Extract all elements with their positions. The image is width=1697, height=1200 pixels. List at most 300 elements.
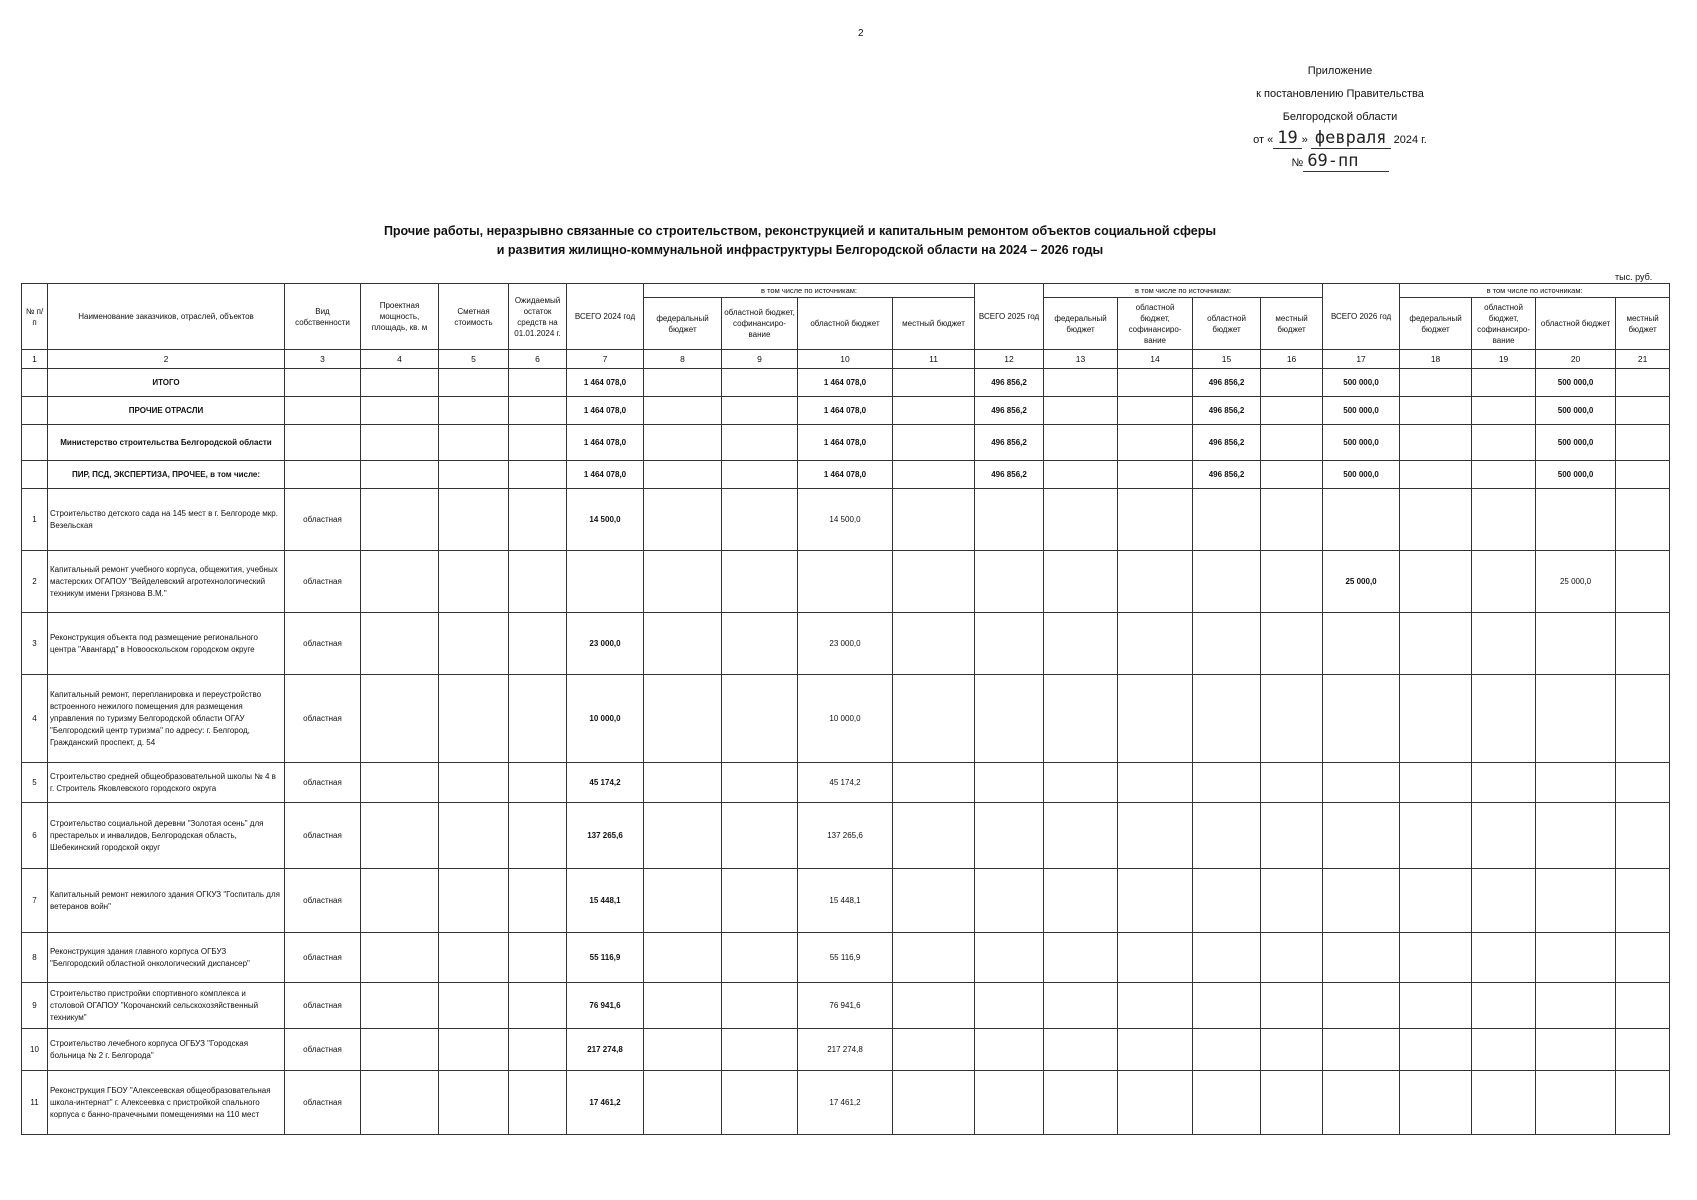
object-name: Капитальный ремонт учебного корпуса, общежития, учебных мастерских ОГАПОУ "Вейделевский агротехнологический техникум имени Грязнова В.М." [48,551,285,613]
empty-cell [361,613,439,675]
empty-cell [644,551,722,613]
empty-cell [722,369,798,397]
column-number: 5 [439,350,509,369]
empty-cell [439,489,509,551]
ownership-cell: областная [285,489,361,551]
empty-cell [1616,763,1670,803]
regional-2026-cell: 500 000,0 [1536,461,1616,489]
row-number: 5 [22,763,48,803]
empty-cell [509,675,567,763]
empty-cell [644,803,722,869]
empty-cell [509,869,567,933]
empty-cell [361,869,439,933]
empty-cell [1261,551,1323,613]
column-number: 10 [798,350,893,369]
empty-cell [439,933,509,983]
total-2026-cell [1323,933,1400,983]
empty-cell [1400,933,1472,983]
ownership-cell: областная [285,1029,361,1071]
empty-cell [893,425,975,461]
empty-cell [975,1029,1044,1071]
total-2024-cell: 45 174,2 [567,763,644,803]
empty-cell [1616,613,1670,675]
empty-cell [1118,763,1193,803]
empty-cell [975,551,1044,613]
column-number: 2 [48,350,285,369]
empty-cell [1400,551,1472,613]
empty-cell [893,551,975,613]
empty-cell [1193,489,1261,551]
object-name: Реконструкция объекта под размещение регионального центра "Авангард" в Новооскольском городском округе [48,613,285,675]
empty-cell [893,613,975,675]
empty-cell [975,869,1044,933]
ownership-cell: областная [285,1071,361,1135]
regional-2024-cell: 17 461,2 [798,1071,893,1135]
empty-cell [361,803,439,869]
empty-cell [1261,1029,1323,1071]
total-2024-cell [567,551,644,613]
empty-cell [439,983,509,1029]
empty-cell [439,763,509,803]
empty-cell [722,675,798,763]
object-name: Строительство пристройки спортивного комплекса и столовой ОГАПОУ "Корочанский сельскохозяйственный техникум" [48,983,285,1029]
column-number: 18 [1400,350,1472,369]
column-number: 11 [893,350,975,369]
regional-2024-cell: 23 000,0 [798,613,893,675]
empty-cell [893,933,975,983]
ownership-cell: областная [285,803,361,869]
empty-cell [1044,397,1118,425]
empty-cell [975,1071,1044,1135]
empty-cell [722,613,798,675]
empty-cell [722,1029,798,1071]
header-federal-2025: федеральный бюджет [1044,298,1118,350]
empty-cell [509,613,567,675]
empty-cell [722,803,798,869]
total-2024-cell: 10 000,0 [567,675,644,763]
empty-cell [722,933,798,983]
empty-cell [1044,675,1118,763]
regional-2026-cell [1536,613,1616,675]
empty-cell [722,425,798,461]
total-2026-cell [1323,803,1400,869]
empty-cell [1400,1071,1472,1135]
empty-cell [1044,763,1118,803]
empty-cell [1261,425,1323,461]
empty-cell [1118,933,1193,983]
empty-cell [1400,425,1472,461]
header-name: Наименование заказчиков, отраслей, объектов [48,284,285,350]
empty-cell [1616,489,1670,551]
empty-cell [1616,983,1670,1029]
empty-cell [22,425,48,461]
empty-cell [1261,869,1323,933]
empty-cell [644,933,722,983]
empty-cell [361,675,439,763]
table-row [22,675,1670,763]
row-number: 11 [22,1071,48,1135]
summary-row [22,461,1670,489]
column-number: 13 [1044,350,1118,369]
object-name: Строительство лечебного корпуса ОГБУЗ "Городская больница № 2 г. Белгорода" [48,1029,285,1071]
total-2024-cell: 15 448,1 [567,869,644,933]
column-number: 20 [1536,350,1616,369]
empty-cell [1472,983,1536,1029]
empty-cell [893,489,975,551]
empty-cell [1193,551,1261,613]
object-name: Капитальный ремонт нежилого здания ОГКУЗ "Госпиталь для ветеранов войн" [48,869,285,933]
regional-2026-cell [1536,983,1616,1029]
column-number: 3 [285,350,361,369]
empty-cell [509,369,567,397]
empty-cell [1044,1071,1118,1135]
header-row-1 [22,284,1670,298]
empty-cell [1472,803,1536,869]
empty-cell [975,933,1044,983]
appendix-number: № 69-пп [1240,149,1440,175]
empty-cell [1118,425,1193,461]
empty-cell [1118,369,1193,397]
empty-cell [893,1029,975,1071]
summary-row [22,369,1670,397]
empty-cell [1400,675,1472,763]
empty-cell [509,551,567,613]
empty-cell [1193,983,1261,1029]
header-cofin-2025: областной бюджет, софинансиро-вание [1118,298,1193,350]
column-number: 7 [567,350,644,369]
total-2024-cell: 1 464 078,0 [567,397,644,425]
column-number: 16 [1261,350,1323,369]
column-number: 14 [1118,350,1193,369]
empty-cell [1400,1029,1472,1071]
total-2026-cell: 500 000,0 [1323,425,1400,461]
total-2024-cell: 1 464 078,0 [567,369,644,397]
empty-cell [1472,489,1536,551]
empty-cell [1400,763,1472,803]
empty-cell [1400,613,1472,675]
ownership-cell: областная [285,613,361,675]
header-regional-2025: областной бюджет [1193,298,1261,350]
empty-cell [1044,489,1118,551]
empty-cell [1193,933,1261,983]
empty-cell [1261,369,1323,397]
ownership-cell: областная [285,983,361,1029]
total-2025-cell: 496 856,2 [975,369,1044,397]
empty-cell [1472,613,1536,675]
empty-cell [439,397,509,425]
appendix-date: от « 19 » февраля 2024 г. [1253,128,1427,148]
empty-cell [1044,983,1118,1029]
empty-cell [361,763,439,803]
empty-cell [1261,803,1323,869]
empty-cell [1261,1071,1323,1135]
empty-cell [285,397,361,425]
header-estimate: Сметная стоимость [439,284,509,350]
column-number-row [22,350,1670,369]
empty-cell [1261,933,1323,983]
empty-cell [509,461,567,489]
regional-2026-cell: 25 000,0 [1536,551,1616,613]
total-2024-cell: 55 116,9 [567,933,644,983]
regional-2024-cell: 10 000,0 [798,675,893,763]
empty-cell [361,1029,439,1071]
empty-cell [509,397,567,425]
empty-cell [22,369,48,397]
empty-cell [893,397,975,425]
empty-cell [722,1071,798,1135]
row-number: 7 [22,869,48,933]
empty-cell [1400,369,1472,397]
column-number: 17 [1323,350,1400,369]
table-row [22,933,1670,983]
total-2024-cell: 17 461,2 [567,1071,644,1135]
row-number: 9 [22,983,48,1029]
total-2024-cell: 137 265,6 [567,803,644,869]
total-2024-cell: 217 274,8 [567,1029,644,1071]
regional-2025-cell: 496 856,2 [1193,397,1261,425]
ownership-cell: областная [285,763,361,803]
total-2024-cell: 1 464 078,0 [567,425,644,461]
ownership-cell: областная [285,551,361,613]
appendix-line: к постановлению Правительства [1256,88,1424,100]
appendix-region: Белгородской области [1282,111,1398,123]
empty-cell [285,425,361,461]
empty-cell [975,763,1044,803]
empty-cell [361,397,439,425]
empty-cell [439,613,509,675]
empty-cell [1261,461,1323,489]
empty-cell [1472,397,1536,425]
empty-cell [1044,461,1118,489]
empty-cell [644,461,722,489]
total-2024-cell: 14 500,0 [567,489,644,551]
empty-cell [1044,613,1118,675]
empty-cell [644,869,722,933]
empty-cell [1044,933,1118,983]
empty-cell [509,803,567,869]
empty-cell [722,869,798,933]
regional-2026-cell: 500 000,0 [1536,425,1616,461]
summary-name: ПИР, ПСД, ЭКСПЕРТИЗА, ПРОЧЕЕ, в том числе: [48,461,285,489]
empty-cell [1472,425,1536,461]
total-2026-cell [1323,1029,1400,1071]
empty-cell [1118,803,1193,869]
empty-cell [509,983,567,1029]
empty-cell [1616,551,1670,613]
empty-cell [1472,1071,1536,1135]
empty-cell [1616,397,1670,425]
empty-cell [361,933,439,983]
empty-cell [722,397,798,425]
regional-2024-cell: 14 500,0 [798,489,893,551]
empty-cell [361,489,439,551]
row-number: 8 [22,933,48,983]
row-number: 1 [22,489,48,551]
empty-cell [509,489,567,551]
empty-cell [1118,397,1193,425]
empty-cell [1616,803,1670,869]
total-2024-cell: 76 941,6 [567,983,644,1029]
empty-cell [439,461,509,489]
empty-cell [893,675,975,763]
regional-2026-cell [1536,803,1616,869]
table-row [22,803,1670,869]
total-2026-cell [1323,489,1400,551]
column-number: 15 [1193,350,1261,369]
header-local-2025: местный бюджет [1261,298,1323,350]
empty-cell [722,983,798,1029]
empty-cell [439,1029,509,1071]
empty-cell [722,551,798,613]
empty-cell [1193,1029,1261,1071]
header-federal-2026: федеральный бюджет [1400,298,1472,350]
header-total-2026: ВСЕГО 2026 год [1323,284,1400,350]
empty-cell [1616,933,1670,983]
empty-cell [644,763,722,803]
empty-cell [1400,489,1472,551]
empty-cell [1118,613,1193,675]
regional-2024-cell: 137 265,6 [798,803,893,869]
empty-cell [439,369,509,397]
empty-cell [1044,551,1118,613]
column-number: 8 [644,350,722,369]
header-num: № п/п [22,284,48,350]
column-number: 19 [1472,350,1536,369]
empty-cell [22,461,48,489]
empty-cell [1193,613,1261,675]
total-2024-cell: 1 464 078,0 [567,461,644,489]
empty-cell [1616,461,1670,489]
empty-cell [644,369,722,397]
document-title: Прочие работы, неразрывно связанные со строительством, реконструкцией и капитальным ремонтом объектов социальной сферы и развития жилищно-коммунальной инфраструктуры Белгородской области на 2024 – 2026 годы [383,224,1217,257]
empty-cell [439,551,509,613]
total-2026-cell [1323,675,1400,763]
object-name: Реконструкция здания главного корпуса ОГБУЗ "Белгородский областной онкологический диспансер" [48,933,285,983]
regional-2024-cell: 15 448,1 [798,869,893,933]
empty-cell [1118,675,1193,763]
empty-cell [722,489,798,551]
empty-cell [1261,675,1323,763]
regional-2025-cell: 496 856,2 [1193,425,1261,461]
empty-cell [439,869,509,933]
regional-2024-cell: 1 464 078,0 [798,369,893,397]
empty-cell [1118,489,1193,551]
empty-cell [893,763,975,803]
empty-cell [1616,675,1670,763]
regional-2024-cell: 76 941,6 [798,983,893,1029]
table-row [22,983,1670,1029]
empty-cell [1044,425,1118,461]
empty-cell [1472,763,1536,803]
header-cofin-2026: областной бюджет, софинансиро-вание [1472,298,1536,350]
total-2026-cell [1323,869,1400,933]
empty-cell [439,425,509,461]
summary-name: ПРОЧИЕ ОТРАСЛИ [48,397,285,425]
column-number: 21 [1616,350,1670,369]
ownership-cell: областная [285,675,361,763]
empty-cell [1400,397,1472,425]
empty-cell [509,763,567,803]
column-number: 9 [722,350,798,369]
empty-cell [1118,869,1193,933]
empty-cell [893,369,975,397]
empty-cell [644,675,722,763]
header-regional-2024: областной бюджет [798,298,893,350]
handwritten-day: 19 [1273,128,1301,149]
empty-cell [509,425,567,461]
total-2026-cell: 500 000,0 [1323,369,1400,397]
empty-cell [1616,1071,1670,1135]
row-number: 10 [22,1029,48,1071]
empty-cell [1261,763,1323,803]
empty-cell [975,489,1044,551]
empty-cell [509,1029,567,1071]
header-sources-2026: в том числе по источникам: [1400,284,1670,298]
empty-cell [1193,675,1261,763]
empty-cell [893,803,975,869]
header-cofin-2024: областной бюджет, софинансиро-вание [722,298,798,350]
empty-cell [644,489,722,551]
empty-cell [439,1071,509,1135]
column-number: 6 [509,350,567,369]
empty-cell [975,983,1044,1029]
empty-cell [1118,1029,1193,1071]
header-federal-2024: федеральный бюджет [644,298,722,350]
table-row [22,489,1670,551]
object-name: Капитальный ремонт, перепланировка и переустройство встроенного нежилого помещения для размещения управления по туризму Белгородской области ОГАУ "Белгородский центр туризма" по адресу: г. Белгород, Гражданский проспект, д. 54 [48,675,285,763]
empty-cell [1472,869,1536,933]
empty-cell [975,803,1044,869]
empty-cell [1400,803,1472,869]
empty-cell [1616,369,1670,397]
empty-cell [1193,803,1261,869]
handwritten-month: февраля [1311,128,1391,149]
row-number: 2 [22,551,48,613]
empty-cell [1616,425,1670,461]
header-total-2025: ВСЕГО 2025 год [975,284,1044,350]
empty-cell [1472,1029,1536,1071]
appendix-block [1240,60,1440,175]
funding-table [21,283,1670,1135]
empty-cell [361,551,439,613]
header-balance: Ожидаемый остаток средств на 01.01.2024 г. [509,284,567,350]
empty-cell [1193,869,1261,933]
total-2025-cell: 496 856,2 [975,425,1044,461]
empty-cell [439,675,509,763]
table-row [22,1029,1670,1071]
header-total-2024: ВСЕГО 2024 год [567,284,644,350]
empty-cell [439,803,509,869]
summary-row [22,397,1670,425]
empty-cell [1472,551,1536,613]
empty-cell [722,461,798,489]
empty-cell [1472,933,1536,983]
empty-cell [893,1071,975,1135]
regional-2026-cell [1536,1071,1616,1135]
header-ownership: Вид собственности [285,284,361,350]
total-2026-cell [1323,983,1400,1029]
empty-cell [1472,675,1536,763]
table-row [22,869,1670,933]
empty-cell [644,1071,722,1135]
empty-cell [893,461,975,489]
page-number: 2 [858,28,864,39]
empty-cell [722,763,798,803]
empty-cell [1118,983,1193,1029]
regional-2026-cell: 500 000,0 [1536,397,1616,425]
header-sources-2025: в том числе по источникам: [1044,284,1323,298]
empty-cell [975,613,1044,675]
